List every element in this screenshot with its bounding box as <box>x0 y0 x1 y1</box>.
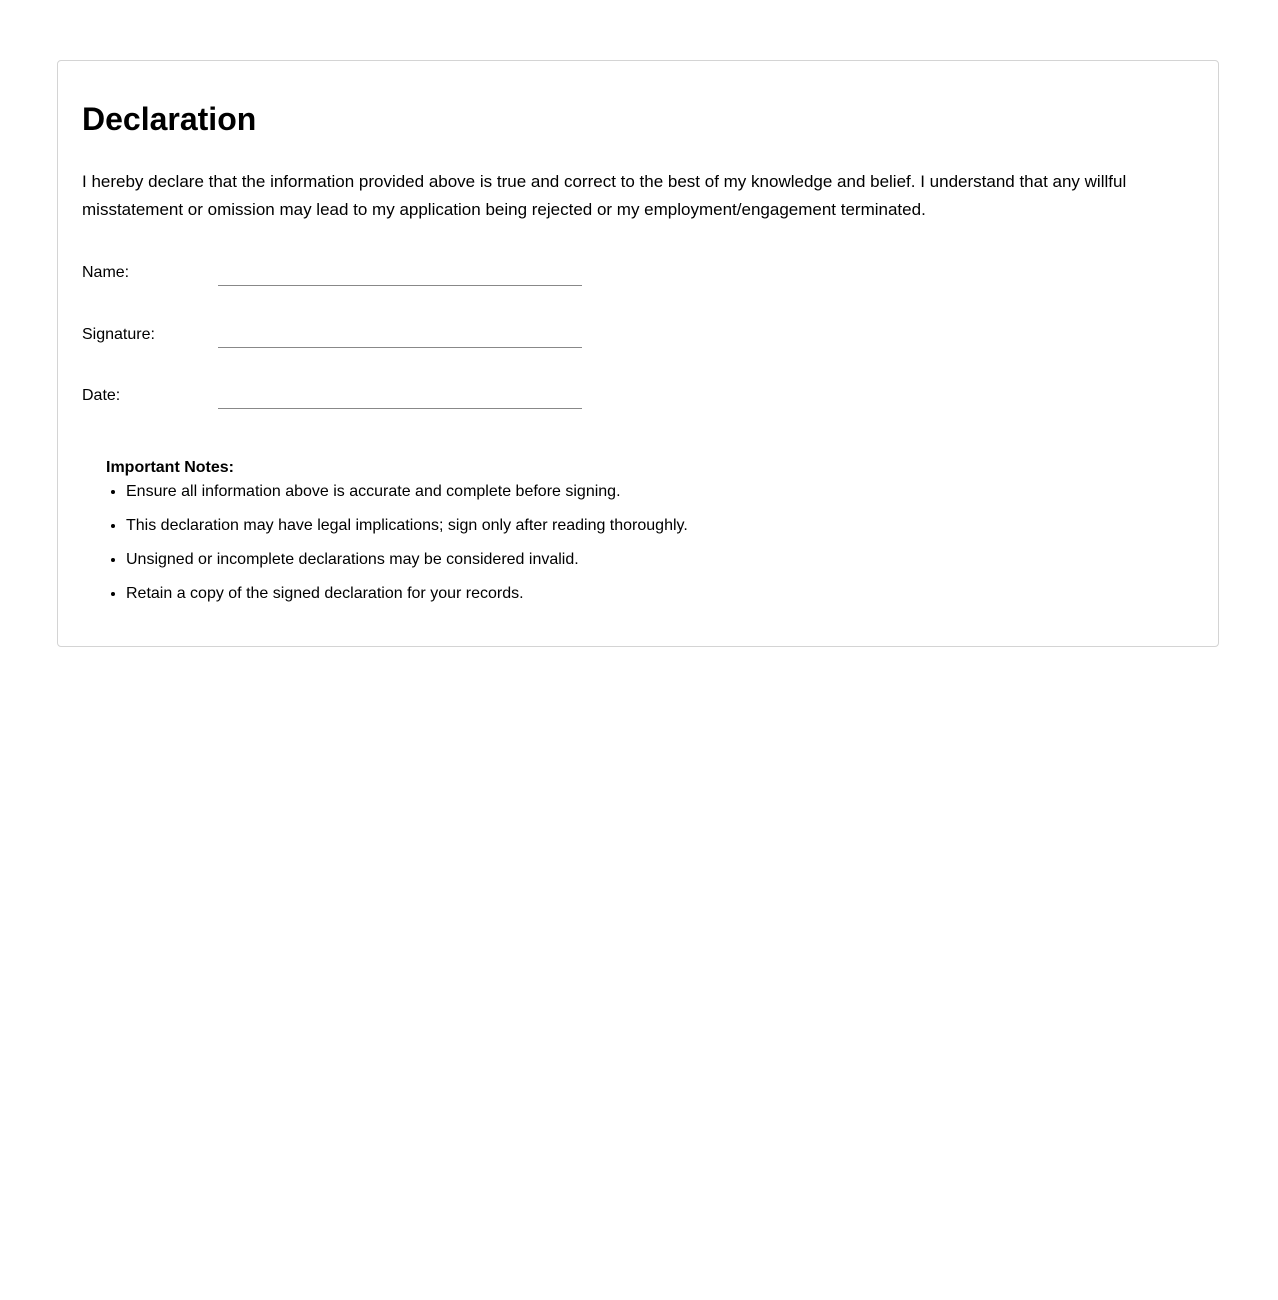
name-field-row <box>82 259 602 289</box>
declaration-statement: I hereby declare that the information provided above is true and correct to the best of my knowledge and belief. I understand that any willful misstatement or omission may lead to my application being rejected or my employment/engagement terminated. <box>82 172 1127 219</box>
date-field-row <box>82 382 602 412</box>
signature-label: Signature: <box>82 326 155 343</box>
note-item: • Ensure all information above is accurate and complete before signing. <box>126 482 1106 502</box>
note-item: • Unsigned or incomplete declarations may be considered invalid. <box>126 550 1106 570</box>
date-line <box>218 408 582 409</box>
signature-field-row <box>82 321 602 351</box>
name-label: Name: <box>82 264 130 281</box>
note-item: • This declaration may have legal implications; sign only after reading thoroughly. <box>126 516 1106 536</box>
declaration-card <box>57 60 1219 647</box>
name-line <box>218 285 582 286</box>
note-item: • Retain a copy of the signed declaration for your records. <box>126 584 1106 604</box>
notes-list <box>106 482 1106 604</box>
notes-title: Important Notes: <box>106 459 234 476</box>
date-label: Date: <box>82 387 121 404</box>
signature-line <box>218 347 582 348</box>
page-title: Declaration <box>82 101 257 137</box>
important-notes <box>106 458 1106 618</box>
